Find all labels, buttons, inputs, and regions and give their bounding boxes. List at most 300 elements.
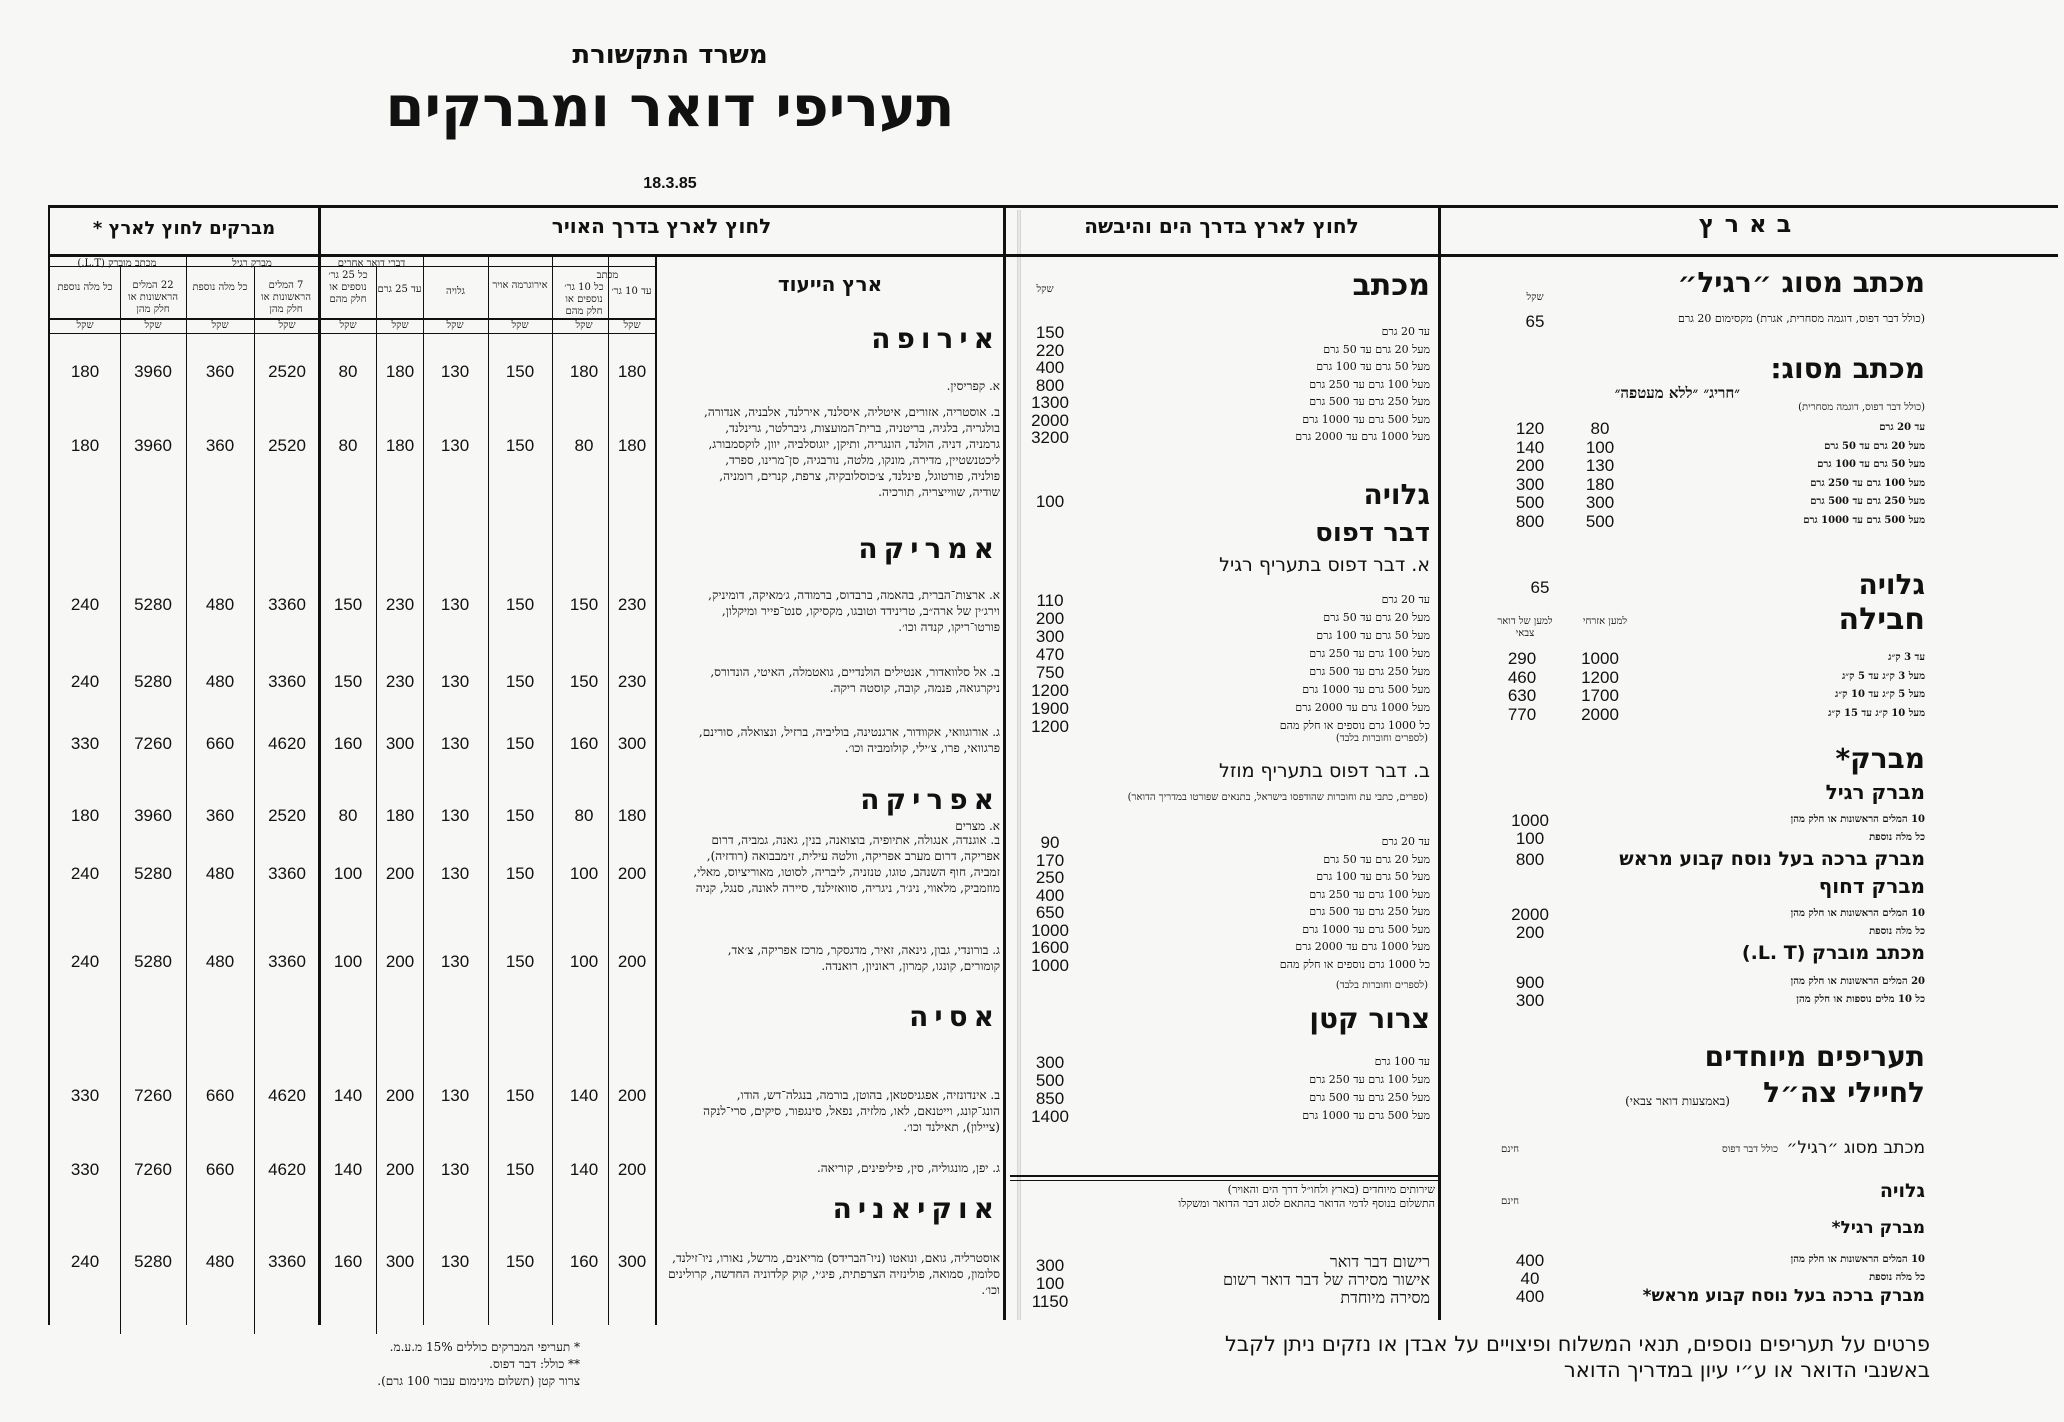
parcel-price-a: 1200 — [1581, 667, 1619, 687]
priority-price-a: 500 — [1585, 511, 1615, 531]
rate-cell: 480 — [205, 1252, 235, 1271]
lt-each: כל מלה נוספת — [57, 282, 113, 293]
sold-label: מברק ברכה בעל נוסח קבוע מראש* — [1642, 1286, 1925, 1306]
rate-cell: 80 — [574, 806, 594, 825]
rate-label: מעל 1000 גרם עד 2000 גרם — [1295, 701, 1430, 714]
divider-surface — [1003, 205, 1006, 1320]
unit-label: שקל — [76, 320, 94, 331]
parcel-label: מעל 10 ק״ג עד 15 ק״ג — [1828, 707, 1925, 719]
rate-price: 1900 — [1031, 699, 1069, 718]
rate-cell: 360 — [205, 362, 235, 381]
rate-cell: 660 — [205, 734, 235, 753]
rate-cell: 150 — [505, 952, 535, 971]
unit-rule — [48, 333, 655, 334]
rate-label: כל 1000 גרם נוספים או חלק מהם — [1279, 957, 1430, 971]
rate-price: 250 — [1035, 868, 1065, 887]
rate-cell: 130 — [440, 672, 470, 691]
rate-cell: 660 — [205, 1160, 235, 1179]
rate-price: 1200 — [1031, 717, 1069, 736]
rate-cell: 230 — [617, 672, 647, 691]
rate-cell: 180 — [617, 362, 647, 381]
tel-label: 10 המלים הראשונות או חלק מהן — [1790, 814, 1925, 825]
countries-eu-a: א. קפריסין. — [946, 379, 1000, 393]
surface-printed-b: ב. דבר דפוס בתעריף מוזל — [1219, 760, 1430, 782]
lt-head: מכתב מוברק (L.T.) — [77, 258, 157, 269]
parcel-price-a: 1000 — [1581, 649, 1619, 668]
rate-cell: 330 — [70, 1086, 100, 1105]
tel-price: 2000 — [1511, 905, 1549, 924]
rate-price: 470 — [1035, 645, 1065, 664]
rate-label: מעל 20 גרם עד 50 גרם — [1323, 342, 1430, 356]
dom-unit: שקל — [1526, 292, 1544, 303]
rate-label: מעל 50 גרם עד 100 גרם — [1316, 870, 1430, 883]
dom-tel-greeting-price: 800 — [1515, 850, 1545, 869]
unit-label: שקל — [391, 320, 409, 331]
countries-am-c: ג. אורוגוואי, אקוודור, ארגנטינה, בוליביה, ברזיל, ונצואלה, סורינם, פרגוואי, פרו, צ׳ילי, קולומביה וכו׳. — [698, 725, 1000, 755]
rate-label: מעל 250 גרם עד 500 גרם — [1309, 1091, 1430, 1104]
special-price: 300 — [1035, 1256, 1065, 1275]
rate-cell: 100 — [333, 952, 363, 971]
unit-label: שקל — [339, 320, 357, 331]
rate-cell: 130 — [440, 436, 470, 455]
rate-cell: 240 — [70, 864, 100, 883]
priority-price-a: 80 — [1590, 419, 1610, 438]
rate-cell: 7260 — [134, 734, 172, 753]
tel-label: כל מלה נוספת — [1869, 926, 1925, 937]
other-head: דברי דואר אחרים — [337, 258, 406, 269]
rate-cell: 3360 — [268, 864, 306, 883]
countries-eu-b: ב. אוסטריה, אזורים, איטליה, איסלנד, אירלנד, אלבניה, אנדורה, בולגריה, בלגיה, בריטניה, ברית־המועצות, גיברלטר, גרינלנד, גרמניה, דניה, הולנד, הונגריה, ותיקן, יוגוסלביה, יוון, לוקסמבורג, ליכטנשטיין, מדירה, מונקו, מלטה, נורבגיה, סן־מרינו, ספרד, פולניה, פורטוגל, פינלנד, צ׳כוסלובקיה, צרפת, קנרים, רומניה, שודיה, שווייצריה, תורכיה. — [704, 405, 1000, 499]
rate-cell: 4620 — [268, 1086, 306, 1105]
tel-price: 300 — [1515, 991, 1545, 1010]
rate-cell: 4620 — [268, 734, 306, 753]
rate-cell: 150 — [569, 595, 599, 614]
rate-label: מעל 20 גרם עד 50 גרם — [1323, 611, 1430, 624]
col-surface: לחוץ לארץ בדרך הים והיבשה — [1084, 214, 1359, 238]
special-label: רישום דבר דואר — [1329, 1252, 1430, 1271]
rate-label: מעל 1000 גרם עד 2000 גרם — [1295, 940, 1430, 953]
rate-label: מעל 100 גרם עד 250 גרם — [1309, 1073, 1430, 1086]
dom-parcel: חבילה — [1838, 602, 1925, 637]
rate-cell: 180 — [385, 806, 415, 825]
grid-col-line — [254, 266, 255, 1334]
rate-price: 1000 — [1031, 920, 1069, 940]
rate-cell: 200 — [617, 1160, 647, 1179]
rate-cell: 150 — [505, 1160, 535, 1179]
rate-cell: 330 — [70, 734, 100, 753]
rate-label: מעל 500 גרם עד 1000 גרם — [1302, 412, 1430, 426]
rate-cell: 4620 — [268, 1160, 306, 1179]
surface-pb-note: (ספרים, כתבי עת וחוברות שהודפסו בישראל, בתנאים שפורטו במדריך הדואר) — [1127, 792, 1428, 803]
rate-cell: 3360 — [268, 672, 306, 691]
rate-cell: 140 — [569, 1160, 599, 1179]
special-box-top — [1010, 1175, 1438, 1177]
rate-price: 150 — [1035, 323, 1065, 342]
rate-cell: 180 — [569, 362, 599, 381]
rate-price: 1200 — [1031, 681, 1069, 700]
dom-priority-title: מכתב מסוג: — [1770, 352, 1925, 385]
rate-price: 850 — [1035, 1089, 1065, 1108]
unit-label: שקל — [446, 320, 464, 331]
rate-cell: 2520 — [268, 806, 306, 825]
tel-label: כל מלה נוספת — [1869, 832, 1925, 843]
dom-postcard: גלויה — [1858, 568, 1925, 601]
unit-label: שקל — [511, 320, 529, 331]
surface-packet: צרור קטן — [1309, 1002, 1430, 1035]
dom-parcel-col2: למען של דואר צבאי — [1497, 616, 1553, 639]
dom-free-2: חינם — [1500, 1196, 1520, 1207]
rate-cell: 480 — [205, 672, 235, 691]
rate-cell: 480 — [205, 952, 235, 971]
rate-cell: 5280 — [134, 595, 172, 614]
rate-label: כל 1000 גרם נוספים או חלק מהם — [1279, 719, 1430, 732]
priority-price-a: 130 — [1585, 456, 1615, 475]
rate-cell: 160 — [569, 734, 599, 753]
special-title: שירותים מיוחדים (בארץ ולחו״ל דרך הים והאויר) — [1227, 1183, 1435, 1196]
reg-tel-head: מברק רגיל — [232, 258, 272, 269]
reg-first: 7 המלים הראשונות או חלק מהן — [261, 280, 311, 315]
rate-price: 3200 — [1031, 428, 1069, 447]
rate-cell: 180 — [70, 362, 100, 381]
countries-af-a: א. מצרים — [955, 819, 1000, 833]
tel-label: 10 המלים הראשונות או חלק מהן — [1790, 908, 1925, 919]
countries-am-a: א. ארצות־הברית, בהאמה, ברבדוס, ברמודה, ג׳מאיקה, דומיניק, וירג׳ין של ארה״ב, טרינידד וטובגו, מקסיקו, סנט־פייר ומיקלון, פורטו־ריקו, קנדה וכו׳. — [708, 588, 1000, 634]
rate-cell: 80 — [574, 436, 594, 455]
letter-head: מכתב — [596, 270, 619, 281]
rate-cell: 300 — [617, 1252, 647, 1271]
dom-special-title1: תעריפים מיוחדים — [1704, 1040, 1925, 1073]
rate-price: 220 — [1035, 340, 1065, 360]
priority-price-b: 300 — [1515, 474, 1545, 494]
unit-label: שקל — [211, 320, 229, 331]
rate-cell: 200 — [385, 1086, 415, 1105]
sold-label: 10 המלים הראשונות או חלק מהן — [1790, 1254, 1925, 1265]
dom-priority-sub: ״חריג״ ״ללא מעטפה״ — [1614, 384, 1740, 402]
surface-pb-note2: (לספרים וחוברות בלבד) — [1335, 980, 1428, 991]
col-telegrams: מברקים לחוץ לארץ * — [92, 218, 276, 239]
rate-price: 750 — [1035, 663, 1065, 682]
rate-cell: 5280 — [134, 672, 172, 691]
postcard-head: גלויה — [446, 286, 465, 297]
dom-special-title2: לחיילי צה״ל — [1763, 1076, 1925, 1109]
rate-cell: 240 — [70, 595, 100, 614]
rate-cell: 150 — [505, 734, 535, 753]
rate-cell: 150 — [569, 672, 599, 691]
special-price: 1150 — [1031, 1292, 1069, 1311]
footer-line2: באשנבי הדואר או ע״י עיון במדריך הדואר — [1563, 1358, 1930, 1382]
rate-cell: 480 — [205, 595, 235, 614]
unit-label: שקל — [144, 320, 162, 331]
dom-regular-title: מכתב מסוג ״רגיל״ — [1677, 266, 1925, 299]
dom-postcard-price: 65 — [1530, 578, 1550, 597]
dom-tel-regular: מברק רגיל — [1825, 780, 1925, 804]
rate-price: 1300 — [1031, 393, 1069, 412]
rate-label: מעל 250 גרם עד 500 גרם — [1309, 905, 1430, 918]
rate-cell: 150 — [505, 806, 535, 825]
rate-cell: 100 — [333, 864, 363, 883]
surface-printed-a: א. דבר דפוס בתעריף רגיל — [1219, 554, 1430, 576]
col-domestic: בארץ — [1698, 210, 1802, 238]
rate-cell: 3960 — [134, 806, 172, 825]
ministry-name: משרד התקשורת — [572, 40, 768, 70]
rate-cell: 100 — [569, 952, 599, 971]
rate-cell: 300 — [385, 734, 415, 753]
letter-each: כל 10 גר׳ נוספים או חלק מהם — [564, 282, 604, 317]
region-oceania: אוקיאניה — [832, 1192, 1000, 1225]
rate-cell: 200 — [385, 864, 415, 883]
parcel-label: עד 3 ק״ג — [1888, 652, 1925, 663]
rate-cell: 200 — [617, 952, 647, 971]
rate-cell: 300 — [385, 1252, 415, 1271]
rate-cell: 100 — [569, 864, 599, 883]
footnote: * תעריפי המברקים כוללים 15% מ.ע.מ. — [389, 1340, 580, 1354]
rate-cell: 150 — [505, 595, 535, 614]
dom-free-1: חינם — [1500, 1144, 1520, 1155]
priority-price-a: 100 — [1585, 437, 1615, 457]
rate-cell: 230 — [617, 595, 647, 614]
rate-cell: 160 — [333, 734, 363, 753]
rate-label: מעל 100 גרם עד 250 גרם — [1309, 647, 1430, 660]
special-label: מסירה מיוחדת — [1340, 1288, 1430, 1307]
rate-cell: 5280 — [134, 1252, 172, 1271]
rate-cell: 3360 — [268, 1252, 306, 1271]
rate-price: 400 — [1035, 885, 1065, 905]
sold-price: 400 — [1515, 1287, 1545, 1306]
rate-price: 200 — [1035, 609, 1065, 628]
priority-price-b: 500 — [1515, 493, 1545, 512]
divider-domestic — [1438, 205, 1441, 1320]
rate-price: 2000 — [1031, 410, 1069, 430]
page-title: תעריפי דואר ומברקים — [385, 75, 955, 140]
rate-cell: 180 — [70, 436, 100, 455]
priority-label: עד 20 גרם — [1879, 422, 1925, 433]
grid-col-line — [488, 257, 489, 1325]
priority-label: מעל 100 גרם עד 250 גרם — [1810, 477, 1925, 489]
sold-price: 40 — [1520, 1269, 1540, 1288]
rate-label: מעל 500 גרם עד 1000 גרם — [1302, 922, 1430, 936]
surface-postcard: גלויה — [1363, 478, 1430, 511]
rate-price: 1000 — [1031, 955, 1069, 975]
dom-tel-greeting: מברק ברכה בעל נוסח קבוע מראש — [1619, 848, 1925, 870]
rate-label: מעל 1000 גרם עד 2000 גרם — [1295, 430, 1430, 443]
countries-oc: אוסטרליה, גואם, ונואטו (ניו־הברידס) מריאנים, מרשל, נאורו, ניו־זילנד, סלומון, סמואה, פולינזיה הצרפתית, פיג׳י, קוק קלדוניה החדשה, קרולינים וכו׳. — [668, 1251, 1000, 1297]
sold-label: כל מלה נוספת — [1869, 1272, 1925, 1283]
special-note: התשלום בנוסף לדמי הדואר בהתאם לסוג דבר הדואר ומשקלו — [1178, 1197, 1435, 1210]
rate-cell: 240 — [70, 1252, 100, 1271]
rate-label: מעל 50 גרם עד 100 גרם — [1316, 629, 1430, 642]
dom-priority-note: (כולל דבר דפוס, דוגמה מסחרית) — [1798, 402, 1925, 413]
countries-af-b: ב. אוגנדה, אנגולה, אתיופיה, בוצואנה, בנין, גאנה, גמביה, דרום אפריקה, דרום מערב אפריקה, וולטה עילית, זימבבואה (רודזיה), זמביה, חוף השנהב, טוגו, טנזניה, ליבריה, לסוטו, מאוריציוס, מאלי, מוזמביק, מלאווי, ניג׳ר, ניגריה, סוואזילנד, סיירה לאונה, סנגל, קניה — [693, 833, 1000, 895]
rate-cell: 5280 — [134, 952, 172, 971]
priority-price-a: 300 — [1585, 493, 1615, 512]
rate-cell: 130 — [440, 952, 470, 971]
special-label: אישור מסירה של דבר דואר רשום — [1223, 1270, 1430, 1289]
dom-sold-postcard: גלויה — [1879, 1180, 1925, 1202]
region-africa: אפריקה — [860, 783, 1000, 816]
rate-cell: 180 — [70, 806, 100, 825]
rate-label: מעל 100 גרם עד 250 גרם — [1309, 377, 1430, 391]
countries-as-b: ב. אינדונזיה, אפגניסטאן, בהוטן, בורמה, בנגלה־דש, הודו, הונג־קונג, וייטנאם, לאו, מלזיה, נפאל, סינגפור, סיקים, סרי־לנקה (ציילון), תאילנד וכו׳. — [703, 1088, 1000, 1134]
rate-cell: 150 — [505, 864, 535, 883]
dom-special-note: (באמצעות דואר צבאי) — [1625, 1094, 1730, 1108]
rate-label: עד 20 גרם — [1381, 835, 1430, 848]
rate-price: 500 — [1035, 1071, 1065, 1090]
rate-cell: 180 — [385, 362, 415, 381]
parcel-price-b: 460 — [1507, 667, 1537, 687]
parcel-label: מעל 5 ק״ג עד 10 ק״ג — [1835, 689, 1925, 700]
rate-cell: 80 — [338, 362, 358, 381]
rate-price: 300 — [1035, 627, 1065, 646]
rate-cell: 240 — [70, 952, 100, 971]
rate-label: מעל 250 גרם עד 500 גרם — [1309, 395, 1430, 408]
special-box-top2 — [1010, 1180, 1438, 1181]
rate-cell: 7260 — [134, 1160, 172, 1179]
priority-price-b: 120 — [1515, 419, 1545, 438]
countries-as-c: ג. יפן, מונגוליה, סין, פיליפינים, קוריאה. — [816, 1161, 1000, 1175]
region-america: אמריקה — [858, 532, 1000, 565]
rate-label: מעל 250 גרם עד 500 גרם — [1309, 665, 1430, 678]
reg-each: כל מלה נוספת — [192, 282, 248, 293]
rate-label: עד 100 גרם — [1374, 1055, 1430, 1068]
rate-cell: 150 — [505, 1086, 535, 1105]
rate-cell: 130 — [440, 362, 470, 381]
rate-cell: 130 — [440, 806, 470, 825]
rate-cell: 230 — [385, 672, 415, 691]
priority-price-b: 200 — [1515, 456, 1545, 475]
rate-cell: 150 — [505, 436, 535, 455]
rate-cell: 150 — [333, 672, 363, 691]
surface-unit: שקל — [1036, 284, 1054, 295]
surface-postcard-price: 100 — [1035, 492, 1065, 511]
dom-regular-note: (כולל דבר דפוס, דוגמה מסחרית, אגרת) מקסימום 20 גרם — [1677, 312, 1925, 325]
tel-price: 100 — [1515, 829, 1545, 848]
rate-price: 650 — [1035, 903, 1065, 922]
footnote: ** כולל: דבר דפוס. — [489, 1357, 580, 1371]
footer-line1: פרטים על תעריפים נוספים, תנאי המשלוח ופיצויים על אבדן או נזקים ניתן לקבל — [1225, 1332, 1930, 1356]
dom-sold-letter-note: כולל דבר דפוס — [1722, 1144, 1778, 1155]
date: 18.3.85 — [643, 175, 697, 192]
sold-price: 400 — [1515, 1251, 1545, 1270]
other-upto: עד 25 גרם — [377, 284, 422, 295]
rate-cell: 130 — [440, 734, 470, 753]
unit-label: שקל — [623, 320, 641, 331]
rate-cell: 2520 — [268, 436, 306, 455]
unit-label: שקל — [575, 320, 593, 331]
tel-label: כל 10 מלים נוספות או חלק מהן — [1796, 994, 1925, 1005]
rate-cell: 140 — [333, 1086, 363, 1105]
parcel-price-b: 770 — [1507, 704, 1537, 724]
rate-label: מעל 50 גרם עד 100 גרם — [1316, 360, 1430, 373]
parcel-label: מעל 3 ק״ג עד 5 ק״ג — [1842, 670, 1925, 682]
rate-cell: 80 — [338, 806, 358, 825]
parcel-price-b: 630 — [1507, 686, 1537, 705]
priority-price-b: 140 — [1515, 437, 1545, 457]
unit-label: שקל — [278, 320, 296, 331]
priority-price-a: 180 — [1585, 474, 1615, 494]
rate-label: מעל 500 גרם עד 1000 גרם — [1302, 1109, 1430, 1122]
rate-cell: 3360 — [268, 952, 306, 971]
rate-cell: 3360 — [268, 595, 306, 614]
priority-price-b: 800 — [1515, 511, 1545, 531]
rate-price: 400 — [1035, 358, 1065, 377]
parcel-price-a: 2000 — [1581, 704, 1619, 724]
tel-price: 900 — [1515, 973, 1545, 992]
dom-sold-tel: מברק רגיל* — [1831, 1218, 1925, 1238]
rate-cell: 150 — [333, 595, 363, 614]
rate-label: מעל 20 גרם עד 50 גרם — [1323, 852, 1430, 866]
rate-price: 300 — [1035, 1053, 1065, 1072]
rate-cell: 160 — [333, 1252, 363, 1271]
rate-price: 90 — [1040, 833, 1060, 852]
footnote: צרור קטן (תשלום מינימום עבור 100 גרם). — [377, 1374, 580, 1388]
tel-price: 200 — [1515, 923, 1545, 942]
rate-cell: 130 — [440, 1160, 470, 1179]
rate-cell: 660 — [205, 1086, 235, 1105]
rate-cell: 240 — [70, 672, 100, 691]
rate-label: עד 20 גרם — [1381, 593, 1430, 606]
rate-cell: 150 — [505, 1252, 535, 1271]
countries-am-b: ב. אל סלוואדור, אנטילים הולנדיים, גואטמלה, האיטי, הונדורס, ניקרגואה, פנמה, קובה, קוסטה ריקה. — [710, 665, 1000, 695]
priority-label: מעל 20 גרם עד 50 גרם — [1824, 440, 1925, 452]
rate-cell: 160 — [569, 1252, 599, 1271]
rate-cell: 200 — [617, 864, 647, 883]
rate-cell: 360 — [205, 436, 235, 455]
tel-label: 20 המלים הראשונות או חלק מהן — [1790, 976, 1925, 987]
special-price: 100 — [1035, 1274, 1065, 1293]
dest-head: ארץ הייעוד — [777, 272, 883, 296]
rate-price: 170 — [1035, 850, 1065, 870]
rate-cell: 200 — [385, 1160, 415, 1179]
countries-af-c: ג. בורונדי, גבון, גינאה, זאיר, מדגסקר, מרכז אפריקה, צ׳אד, קומורים, קונגו, קמרון, ראוניון, רואנדה. — [727, 943, 1000, 973]
rate-label: עד 20 גרם — [1381, 325, 1430, 338]
rate-cell: 130 — [440, 595, 470, 614]
dom-parcel-col1: למען אזרחי — [1582, 616, 1628, 627]
priority-label: מעל 500 גרם עד 1000 גרם — [1803, 514, 1925, 526]
col-air: לחוץ לארץ בדרך האויר — [551, 214, 772, 238]
rate-cell: 180 — [617, 806, 647, 825]
rate-cell: 150 — [505, 672, 535, 691]
dom-regular-price: 65 — [1525, 312, 1545, 331]
grid-col-line — [120, 266, 121, 1334]
surface-pa-note: (לספרים וחוברות בלבד) — [1335, 733, 1428, 744]
rate-cell: 360 — [205, 806, 235, 825]
surface-printed: דבר דפוס — [1315, 518, 1430, 548]
tel-price: 1000 — [1511, 811, 1549, 830]
rate-price: 800 — [1035, 375, 1065, 395]
dom-sold-letter: מכתב מסוג ״רגיל״ — [1786, 1138, 1925, 1158]
region-europe: אירופה — [871, 322, 1000, 355]
rate-cell: 140 — [333, 1160, 363, 1179]
lt-first: 22 המלים הראשונות או חלק מהן — [128, 280, 178, 315]
top-rule — [48, 205, 2058, 208]
parcel-price-b: 290 — [1507, 649, 1537, 668]
rate-cell: 2520 — [268, 362, 306, 381]
rate-cell: 130 — [440, 1252, 470, 1271]
aerogram-head: אירוגרמה אויר — [492, 280, 548, 291]
grid-col-line — [552, 257, 553, 1325]
rate-cell: 130 — [440, 864, 470, 883]
dom-lt-title: מכתב מוברק (L. T.) — [1741, 942, 1925, 964]
rate-cell: 180 — [385, 436, 415, 455]
rate-cell: 230 — [385, 595, 415, 614]
rate-price: 110 — [1036, 591, 1064, 610]
dom-tel-title: מברק* — [1835, 742, 1925, 775]
rate-cell: 330 — [70, 1160, 100, 1179]
rate-label: מעל 100 גרם עד 250 גרם — [1309, 887, 1430, 901]
rate-cell: 200 — [617, 1086, 647, 1105]
header-rule — [48, 254, 2058, 257]
letter-upto: עד 10 גר׳ — [611, 286, 652, 297]
